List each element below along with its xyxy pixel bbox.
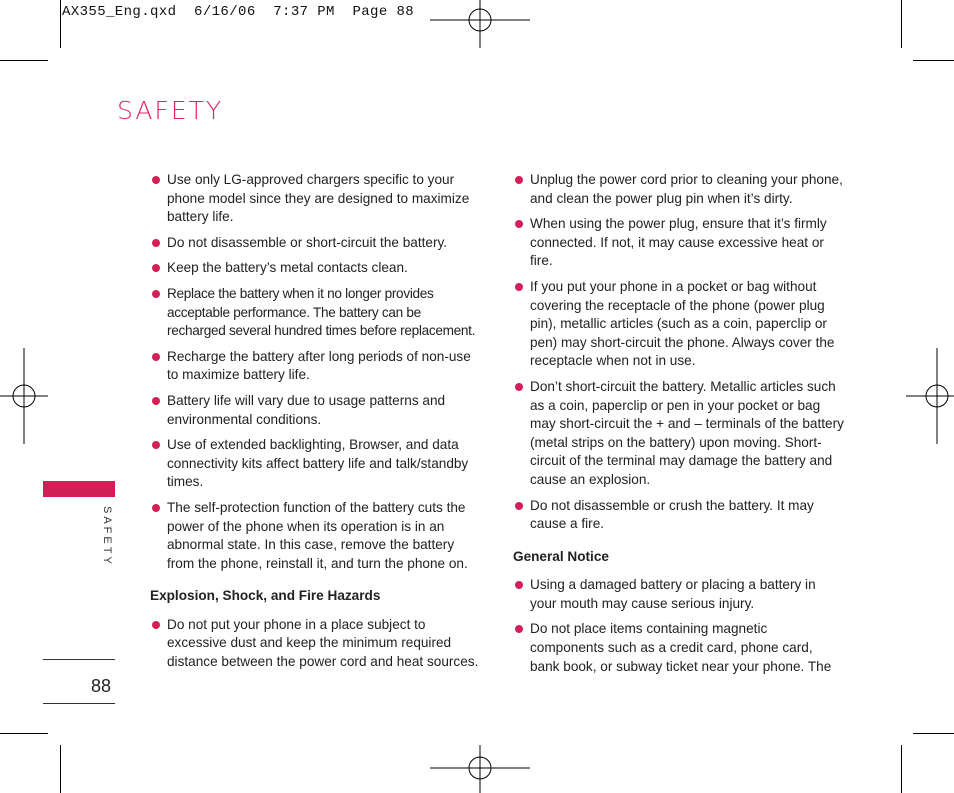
bullet-dot-icon <box>152 353 160 361</box>
list-item-text: Do not put your phone in a place subject to excessive dust and keep the minimum required distance between the power cord and heat sources. <box>167 616 479 670</box>
list-item <box>150 171 480 227</box>
list-item <box>150 348 480 385</box>
crop-mark-top-left-vertical <box>60 0 61 48</box>
section-tab-label: SAFETY <box>101 506 113 567</box>
list-item-text: Replace the battery when it no longer provides acceptable performance. The battery can be recharged several hundred times before replacement. <box>167 285 476 339</box>
list-item <box>513 378 845 490</box>
margin-rule-bottom <box>43 703 115 704</box>
crop-mark-bottom-right-vertical <box>901 745 902 793</box>
bullet-dot-icon <box>152 441 160 449</box>
print-slug: AX355_Eng.qxd 6/16/06 7:37 PM Page 88 <box>62 4 415 20</box>
crop-mark-bottom-left-horizontal <box>0 733 48 734</box>
page-number: 88 <box>91 676 112 696</box>
list-item-text: Recharge the battery after long periods of non-use to maximize battery life. <box>167 348 471 383</box>
registration-mark-right <box>906 348 954 444</box>
bullet-dot-icon <box>515 283 523 291</box>
list-item <box>150 499 480 573</box>
registration-mark-bottom <box>430 745 530 793</box>
registration-mark-left <box>0 348 48 444</box>
list-item-text: Do not disassemble or short-circuit the battery. <box>167 234 448 250</box>
section-heading: General Notice <box>513 548 609 564</box>
bullet-dot-icon <box>152 290 160 298</box>
list-item <box>513 278 845 371</box>
list-item <box>513 171 845 208</box>
list-item-text: Battery life will vary due to usage patterns and environmental conditions. <box>167 392 446 427</box>
list-item-text: Keep the battery’s metal contacts clean. <box>167 260 408 276</box>
section-heading: Explosion, Shock, and Fire Hazards <box>150 588 381 604</box>
section-tab <box>43 481 115 497</box>
bullet-dot-icon <box>152 176 160 184</box>
crop-mark-top-right-vertical <box>901 0 902 48</box>
list-item-text: Use of extended backlighting, Browser, and data connectivity kits affect battery life and talk/standby times. <box>167 437 469 490</box>
bullet-list <box>513 576 845 676</box>
list-item-text: Do not place items containing magnetic components such as a credit card, phone card, bank book, or subway ticket near your phone. The <box>530 621 832 674</box>
right-column <box>513 171 845 683</box>
list-item <box>150 436 480 492</box>
bullet-dot-icon <box>152 239 160 247</box>
list-item <box>150 234 480 253</box>
bullet-dot-icon <box>152 397 160 405</box>
list-item-text: Don’t short-circuit the battery. Metallic articles such as a coin, paperclip or pen in your pocket or bag may short-circuit the + and – terminals of the battery (metal strips on the battery) upon moving. Short-circuit of the terminal may damage the battery and cause an explosion. <box>530 378 844 487</box>
bullet-list <box>513 171 845 534</box>
list-item <box>513 620 845 676</box>
crop-mark-bottom-right-horizontal <box>913 733 954 734</box>
bullet-dot-icon <box>152 621 160 629</box>
list-item <box>150 259 480 278</box>
list-item <box>513 215 845 271</box>
registration-mark-top <box>430 0 530 48</box>
list-item-text: Do not disassemble or crush the battery. It may cause a fire. <box>530 497 814 532</box>
crop-mark-top-left-horizontal <box>0 60 48 61</box>
bullet-dot-icon <box>515 502 523 510</box>
bullet-dot-icon <box>152 504 160 512</box>
list-item <box>513 497 845 534</box>
list-item-text: The self-protection function of the battery cuts the power of the phone when its operation is in an abnormal state. In this case, remove the battery from the phone, reinstall it, and turn the phone on. <box>167 499 468 571</box>
bullet-dot-icon <box>152 264 160 272</box>
left-column <box>150 171 480 679</box>
crop-mark-top-right-horizontal <box>913 60 954 61</box>
bullet-dot-icon <box>515 625 523 633</box>
list-item <box>513 576 845 613</box>
list-item <box>150 616 480 672</box>
page-title: SAFETY <box>117 96 224 125</box>
list-item-text: When using the power plug, ensure that it’s firmly connected. If not, it may cause excessive heat or fire. <box>530 216 827 269</box>
bullet-dot-icon <box>515 176 523 184</box>
list-item-text: Using a damaged battery or placing a battery in your mouth may cause serious injury. <box>530 577 816 611</box>
bullet-dot-icon <box>515 581 523 589</box>
bullet-list <box>150 171 480 573</box>
margin-rule-top <box>43 659 115 660</box>
crop-mark-bottom-left-vertical <box>60 745 61 793</box>
bullet-dot-icon <box>515 383 523 391</box>
list-item-text: Use only LG-approved chargers specific to your phone model since they are designed to maximize battery life. <box>167 172 470 225</box>
bullet-list <box>150 616 480 672</box>
bullet-dot-icon <box>515 220 523 228</box>
list-item <box>150 285 480 341</box>
list-item-text: If you put your phone in a pocket or bag without covering the receptacle of the phone (power plug pin), metallic articles (such as a coin, paperclip or pen) may short-circuit the phone. Always cover the receptacle when not in use. <box>530 278 835 369</box>
list-item-text: Unplug the power cord prior to cleaning your phone, and clean the power plug pin when it’s dirty. <box>530 172 843 206</box>
list-item <box>150 392 480 429</box>
